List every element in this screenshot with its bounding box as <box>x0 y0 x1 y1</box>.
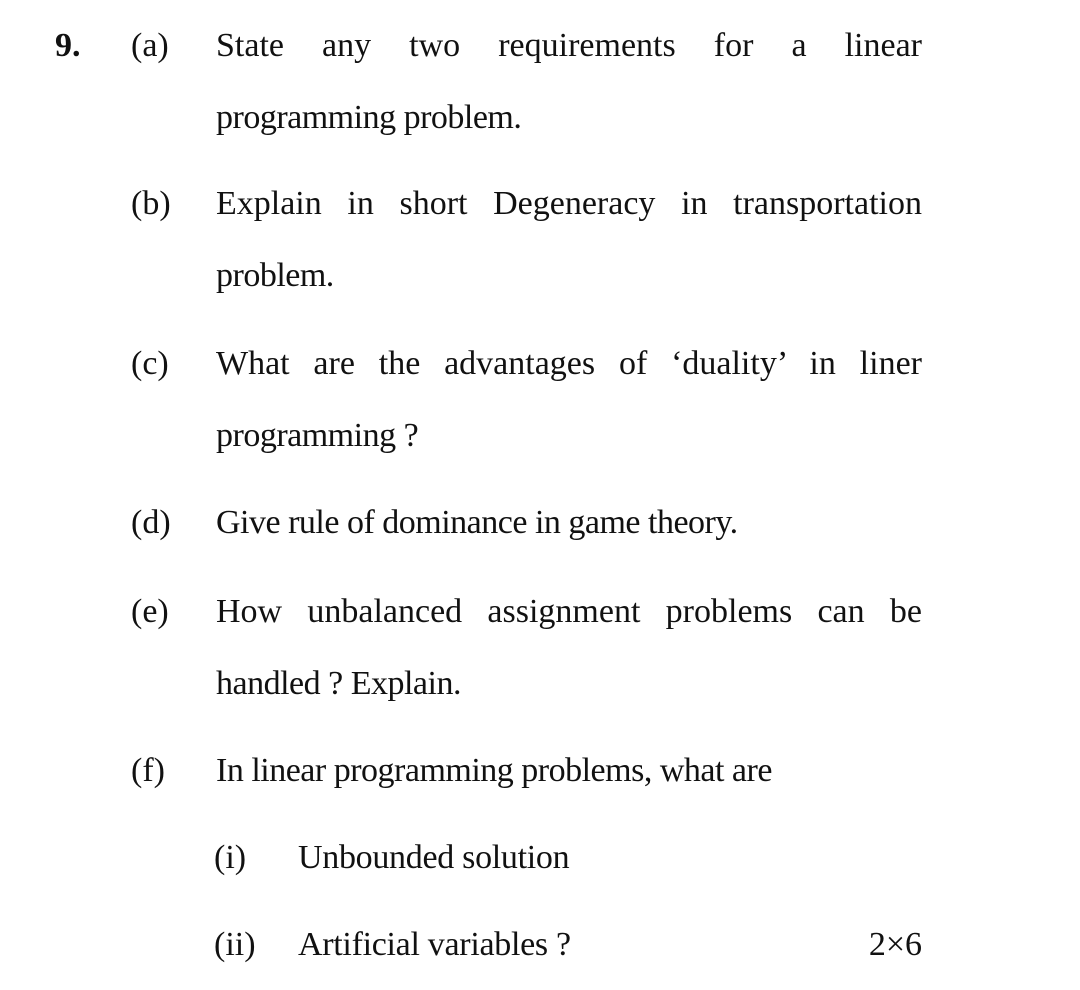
subpart-ii-text: Artificial variables ? <box>298 926 571 963</box>
part-d-line-1: Give rule of dominance in game theory. <box>216 504 738 541</box>
part-c-line-2: programming ? <box>216 417 419 454</box>
part-a-line-2: programming problem. <box>216 99 522 136</box>
subpart-i-label: (i) <box>214 839 247 876</box>
part-c-line-1: What are the advantages of ‘duality’ in liner <box>216 345 922 382</box>
part-b-label: (b) <box>131 185 171 222</box>
part-b-line-1: Explain in short Degeneracy in transportation <box>216 185 922 222</box>
marks-allocation: 2×6 <box>868 926 922 963</box>
part-e-line-2: handled ? Explain. <box>216 665 461 702</box>
subpart-ii-label: (ii) <box>214 926 256 963</box>
part-b-line-2: problem. <box>216 257 334 294</box>
part-a-label: (a) <box>131 27 169 64</box>
part-e-line-1: How unbalanced assignment problems can be <box>216 593 922 630</box>
part-d-label: (d) <box>131 504 171 541</box>
subpart-i-text: Unbounded solution <box>298 839 570 876</box>
part-a-line-1: State any two requirements for a linear <box>216 27 922 64</box>
part-e-label: (e) <box>131 593 169 630</box>
question-number: 9. <box>55 27 81 64</box>
part-f-label: (f) <box>131 752 165 789</box>
part-f-line-1: In linear programming problems, what are <box>216 752 772 789</box>
part-c-label: (c) <box>131 345 169 382</box>
